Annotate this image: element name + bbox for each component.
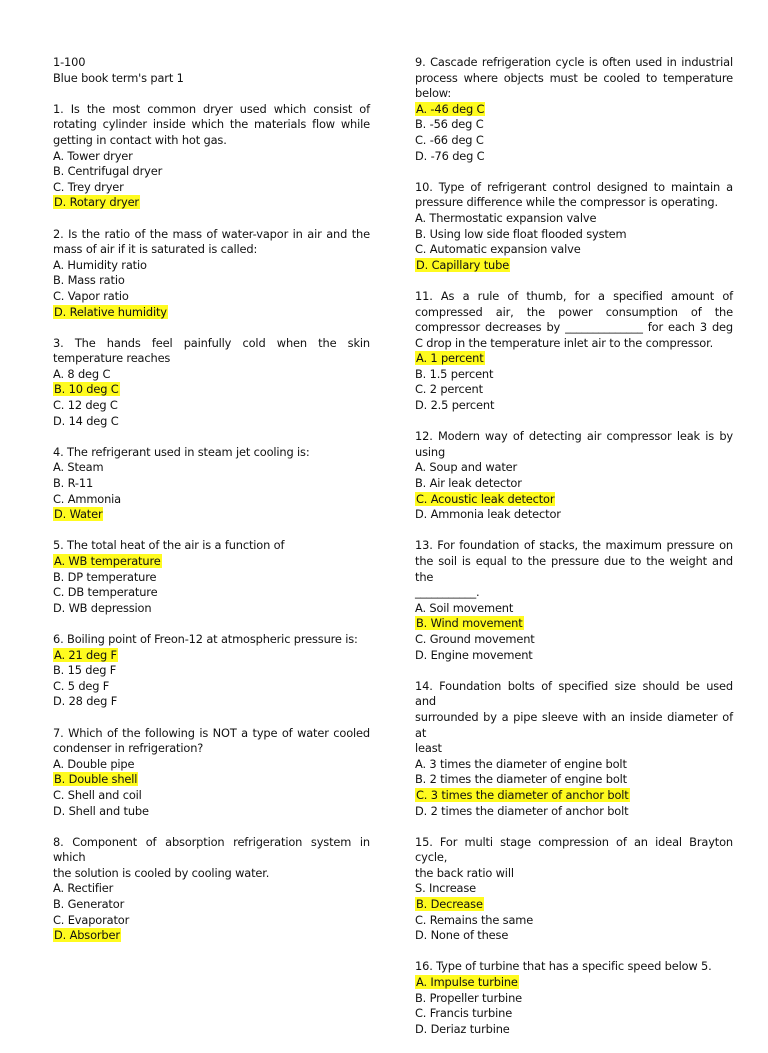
- question-text-line: condenser in refrigeration?: [53, 741, 204, 756]
- question-9: [415, 55, 733, 180]
- spacer: [53, 523, 370, 539]
- answer-option: [53, 164, 370, 180]
- question-text-line: temperature reaches: [53, 351, 171, 366]
- option-text: A. 21 deg F: [54, 647, 117, 662]
- option-text: A. 8 deg C: [53, 366, 111, 381]
- question-2: [53, 227, 370, 336]
- answer-option-highlighted: [415, 492, 733, 508]
- question-text-line: 16. Type of turbine that has a specific speed below 5.: [415, 959, 712, 974]
- option-text: A. WB temperature: [54, 554, 161, 568]
- option-text: A. Rectifier: [53, 881, 114, 896]
- answer-option: [53, 881, 370, 897]
- option-text: A. -46 deg C: [416, 101, 485, 116]
- option-text: C. DB temperature: [53, 585, 158, 600]
- option-text: C. Vapor ratio: [53, 288, 129, 303]
- option-text: C. 5 deg F: [53, 678, 110, 693]
- question-text-line: the back ratio will: [415, 865, 514, 880]
- option-text: D. Deriaz turbine: [415, 1021, 510, 1036]
- option-text: B. Centrifugal dryer: [53, 164, 163, 179]
- answer-option: [415, 772, 733, 788]
- spacer: [415, 164, 733, 180]
- option-text: C. Trey dryer: [53, 179, 124, 194]
- answer-option-highlighted: [415, 351, 733, 367]
- option-text: A. Humidity ratio: [53, 257, 147, 272]
- question-text-line: 9. Cascade refrigeration cycle is often used in industrial: [415, 55, 733, 69]
- option-text: D. Absorber: [54, 928, 120, 943]
- question-text-line: 14. Foundation bolts of specified size should be used and: [415, 678, 733, 709]
- answer-option: [415, 133, 733, 149]
- answer-option: [415, 476, 733, 492]
- question-text-line: 4. The refrigerant used in steam jet cooling is:: [53, 444, 310, 459]
- answer-option: [415, 881, 733, 897]
- right-column: [415, 55, 733, 1053]
- spacer: [415, 414, 733, 430]
- question-12: [415, 429, 733, 538]
- option-text: C. Evaporator: [53, 912, 130, 927]
- answer-option: [53, 476, 370, 492]
- answer-option-highlighted: [415, 975, 733, 991]
- answer-option: [415, 149, 733, 165]
- answer-option: [53, 398, 370, 414]
- answer-option: [415, 757, 733, 773]
- answer-option-highlighted: [415, 788, 733, 804]
- question-text-line: below:: [415, 86, 452, 101]
- option-text: C. Shell and coil: [53, 787, 142, 802]
- question-15: [415, 835, 733, 960]
- answer-option: [53, 694, 370, 710]
- answer-option: [53, 679, 370, 695]
- spacer: [53, 710, 370, 726]
- answer-option-highlighted: [53, 305, 370, 321]
- spacer: [53, 211, 370, 227]
- spacer: [415, 273, 733, 289]
- answer-option: [415, 367, 733, 383]
- option-text: C. Automatic expansion valve: [415, 242, 581, 257]
- option-text: C. Remains the same: [415, 912, 534, 927]
- question-text-line: using: [415, 444, 446, 459]
- question-text-line: 12. Modern way of detecting air compressor leak is by: [415, 429, 733, 444]
- option-text: A. 3 times the diameter of engine bolt: [415, 756, 627, 771]
- spacer: [415, 663, 733, 679]
- question-16: [415, 959, 733, 1053]
- answer-option: [415, 227, 733, 243]
- answer-option: [415, 991, 733, 1007]
- option-text: D. None of these: [415, 928, 509, 943]
- answer-option: [415, 211, 733, 227]
- option-text: C. 12 deg C: [53, 398, 118, 413]
- answer-option: [415, 804, 733, 820]
- question-text-line: C drop in the temperature inlet air to the compressor.: [415, 335, 714, 350]
- option-text: C. 2 percent: [415, 382, 483, 397]
- answer-option: [53, 570, 370, 586]
- question-text-line: 7. Which of the following is NOT a type of water cooled: [53, 725, 370, 740]
- answer-option: [53, 757, 370, 773]
- option-text: A. Soil movement: [415, 600, 514, 615]
- option-text: C. Francis turbine: [415, 1006, 513, 1021]
- answer-option: [53, 414, 370, 430]
- option-text: B. Double shell: [54, 772, 138, 787]
- question-text-line: 6. Boiling point of Freon-12 at atmospheric pressure is:: [53, 631, 358, 646]
- option-text: B. Air leak detector: [415, 476, 522, 491]
- question-text-line: mass of air if it is saturated is called:: [53, 242, 258, 257]
- option-text: B. 15 deg F: [53, 663, 117, 678]
- question-14: [415, 679, 733, 835]
- question-8: [53, 835, 370, 960]
- answer-option: [53, 460, 370, 476]
- option-text: B. Generator: [53, 897, 125, 912]
- option-text: B. Decrease: [416, 897, 483, 912]
- option-text: C. 3 times the diameter of anchor bolt: [416, 787, 629, 802]
- question-text-line: 15. For multi stage compression of an ideal Brayton cycle,: [415, 834, 733, 865]
- answer-option-highlighted: [53, 648, 370, 664]
- question-1: [53, 102, 370, 227]
- left-column: [53, 55, 370, 959]
- question-text-line: compressed air, the power consumption of the: [415, 304, 733, 319]
- option-text: S. Increase: [415, 881, 477, 896]
- answer-option: [415, 928, 733, 944]
- answer-option-highlighted: [53, 382, 370, 398]
- question-text-line: compressor decreases by ______________ for each 3 deg: [415, 320, 733, 335]
- answer-option: [53, 897, 370, 913]
- question-text-line: 1. Is the most common dryer used which consist of: [53, 101, 370, 116]
- spacer: [415, 523, 733, 539]
- option-text: B. Mass ratio: [53, 273, 125, 288]
- spacer: [415, 819, 733, 835]
- option-text: A. Steam: [53, 460, 104, 475]
- option-text: B. 2 times the diameter of engine bolt: [415, 772, 627, 787]
- question-13: [415, 538, 733, 678]
- question-text-line: ___________.: [415, 585, 480, 600]
- option-text: D. Relative humidity: [54, 304, 167, 319]
- question-text-line: 2. Is the ratio of the mass of water-vapor in air and the: [53, 226, 370, 241]
- answer-option: [415, 913, 733, 929]
- answer-option: [53, 289, 370, 305]
- answer-option: [415, 507, 733, 523]
- question-text-line: 10. Type of refrigerant control designed to maintain a: [415, 179, 733, 194]
- question-text-line: surrounded by a pipe sleeve with an inside diameter of at: [415, 709, 733, 740]
- answer-option-highlighted: [415, 897, 733, 913]
- question-text-line: 11. As a rule of thumb, for a specified amount of: [415, 288, 733, 303]
- option-text: D. 2.5 percent: [415, 398, 495, 413]
- option-text: A. Double pipe: [53, 756, 135, 771]
- option-text: D. Shell and tube: [53, 803, 149, 818]
- answer-option-highlighted: [415, 616, 733, 632]
- option-text: B. -56 deg C: [415, 117, 484, 132]
- option-text: B. DP temperature: [53, 569, 157, 584]
- question-text-line: getting in contact with hot gas.: [53, 132, 227, 147]
- question-text-line: 5. The total heat of the air is a function of: [53, 538, 285, 553]
- option-text: D. Water: [54, 507, 103, 522]
- answer-option: [415, 648, 733, 664]
- answer-option-highlighted: [53, 195, 370, 211]
- option-text: A. Thermostatic expansion valve: [415, 210, 597, 225]
- answer-option: [415, 242, 733, 258]
- header-range: 1-100: [53, 55, 86, 69]
- option-text: B. Wind movement: [416, 616, 523, 631]
- question-text-line: least: [415, 741, 442, 756]
- question-text-line: 13. For foundation of stacks, the maximum pressure on: [415, 538, 733, 553]
- question-text-line: pressure difference while the compressor is operating.: [415, 195, 718, 210]
- spacer: [53, 819, 370, 835]
- option-text: D. Engine movement: [415, 647, 533, 662]
- option-text: D. Ammonia leak detector: [415, 507, 561, 522]
- question-text-line: process where objects must be cooled to temperature: [415, 70, 733, 85]
- question-text-line: the soil is equal to the pressure due to the weight and the: [415, 554, 733, 584]
- question-5: [53, 538, 370, 632]
- answer-option: [415, 460, 733, 476]
- header-title: Blue book term's part 1: [53, 70, 184, 85]
- answer-option: [53, 492, 370, 508]
- question-6: [53, 632, 370, 726]
- answer-option: [53, 663, 370, 679]
- answer-option: [53, 273, 370, 289]
- question-text-line: 3. The hands feel painfully cold when the skin: [53, 335, 370, 350]
- option-text: B. 1.5 percent: [415, 366, 494, 381]
- option-text: D. 28 deg F: [53, 694, 118, 709]
- option-text: C. Ground movement: [415, 631, 535, 646]
- option-text: B. R-11: [53, 476, 94, 491]
- answer-option: [415, 601, 733, 617]
- answer-option: [415, 1006, 733, 1022]
- answer-option: [53, 258, 370, 274]
- option-text: D. -76 deg C: [415, 148, 485, 163]
- question-text-line: rotating cylinder inside which the materials flow while: [53, 117, 370, 132]
- option-text: B. Propeller turbine: [415, 990, 522, 1005]
- answer-option: [53, 913, 370, 929]
- spacer: [53, 944, 370, 960]
- question-text-line: 8. Component of absorption refrigeration system in which: [53, 834, 370, 865]
- spacer: [53, 616, 370, 632]
- option-text: B. 10 deg C: [54, 382, 119, 397]
- answer-option: [53, 585, 370, 601]
- question-3: [53, 336, 370, 445]
- answer-option: [53, 180, 370, 196]
- answer-option: [415, 117, 733, 133]
- option-text: D. Rotary dryer: [54, 195, 139, 210]
- answer-option: [53, 367, 370, 383]
- question-11: [415, 289, 733, 429]
- spacer: [415, 1037, 733, 1053]
- answer-option: [415, 632, 733, 648]
- answer-option: [415, 398, 733, 414]
- answer-option-highlighted: [53, 507, 370, 523]
- option-text: A. Soup and water: [415, 460, 518, 475]
- option-text: A. Impulse turbine: [416, 975, 518, 990]
- question-text-line: the solution is cooled by cooling water.: [53, 865, 270, 880]
- option-text: A. Tower dryer: [53, 148, 133, 163]
- option-text: B. Using low side float flooded system: [415, 226, 627, 241]
- answer-option: [53, 149, 370, 165]
- option-text: D. Capillary tube: [416, 257, 510, 272]
- spacer: [415, 944, 733, 960]
- answer-option-highlighted: [53, 772, 370, 788]
- answer-option-highlighted: [415, 258, 733, 274]
- option-text: C. Acoustic leak detector: [416, 491, 555, 506]
- answer-option: [53, 804, 370, 820]
- spacer: [53, 320, 370, 336]
- answer-option-highlighted: [53, 554, 370, 570]
- answer-option: [53, 788, 370, 804]
- option-text: D. 14 deg C: [53, 413, 119, 428]
- option-text: C. -66 deg C: [415, 132, 484, 147]
- answer-option-highlighted: [53, 928, 370, 944]
- answer-option: [53, 601, 370, 617]
- option-text: D. WB depression: [53, 600, 152, 615]
- spacer: [53, 429, 370, 445]
- option-text: A. 1 percent: [416, 351, 484, 366]
- answer-option: [415, 382, 733, 398]
- option-text: C. Ammonia: [53, 491, 122, 506]
- answer-option-highlighted: [415, 102, 733, 118]
- question-7: [53, 726, 370, 835]
- answer-option: [415, 1022, 733, 1038]
- question-4: [53, 445, 370, 539]
- spacer: [53, 86, 370, 102]
- option-text: D. 2 times the diameter of anchor bolt: [415, 803, 629, 818]
- question-10: [415, 180, 733, 289]
